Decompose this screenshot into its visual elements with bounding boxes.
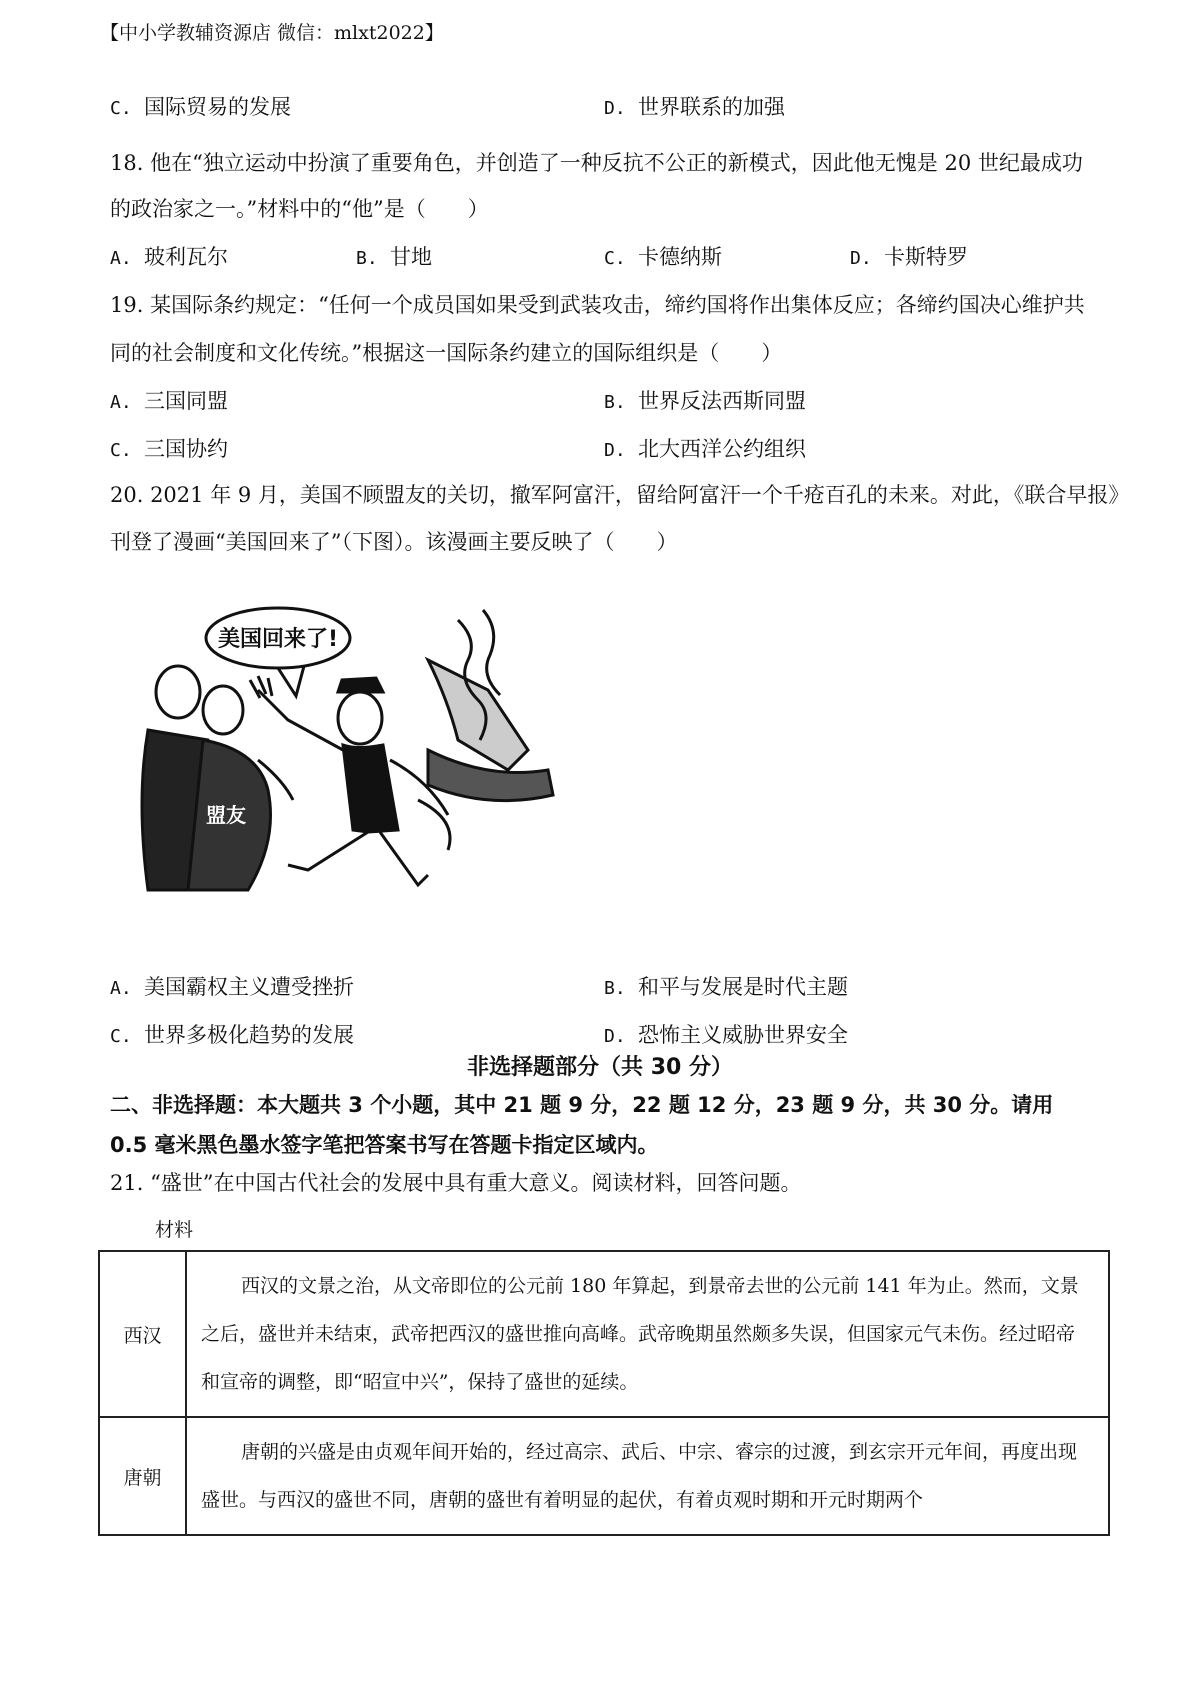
- q20-stem-line1: 20. 2021 年 9 月，美国不顾盟友的关切，撤军阿富汗，留给阿富汗一个千疮百孔的未来。对此，《联合早报》: [110, 483, 1130, 507]
- q18-option-c: [604, 242, 722, 274]
- option-text: 卡德纳斯: [638, 245, 722, 269]
- q18-stem-line1: 18. 他在“独立运动中扮演了重要角色，并创造了一种反抗不公正的新模式，因此他无愧是 20 世纪最成功: [110, 151, 1083, 175]
- section-instructions-line1: 二、非选择题：本大题共 3 个小题，其中 21 题 9 分，22 题 12 分，23 题 9 分，共 30 分。请用: [110, 1093, 1054, 1117]
- era-cell: 唐朝: [99, 1417, 186, 1535]
- option-letter: D.: [850, 248, 872, 269]
- q17-option-c: [110, 92, 291, 124]
- material-table: [98, 1250, 1110, 1536]
- option-text: 三国协约: [144, 437, 228, 461]
- option-text: 和平与发展是时代主题: [638, 975, 848, 999]
- option-text: 三国同盟: [144, 389, 228, 413]
- q17-option-d: [604, 92, 785, 124]
- material-label: 材料: [155, 1219, 194, 1241]
- era-cell: 西汉: [99, 1251, 186, 1417]
- option-text: 卡斯特罗: [884, 245, 968, 269]
- option-letter: B.: [356, 248, 378, 269]
- q20-option-d: [604, 1020, 848, 1052]
- material-text: 唐朝的兴盛是由贞观年间开始的，经过高宗、武后、中宗、睿宗的过渡，到玄宗开元年间，再度出现盛世。与西汉的盛世不同，唐朝的盛世有着明显的起伏，有着贞观时期和开元时期两个: [201, 1441, 1078, 1511]
- material-text-cell: [186, 1251, 1109, 1417]
- option-text: 玻利瓦尔: [144, 245, 228, 269]
- q20-option-b: [604, 972, 848, 1004]
- q20-option-a: [110, 972, 354, 1004]
- option-letter: C.: [604, 248, 626, 269]
- q19-option-b: [604, 386, 806, 418]
- option-text: 国际贸易的发展: [144, 95, 291, 119]
- q19-stem-line1: 19. 某国际条约规定：“任何一个成员国如果受到武装攻击，缔约国将作出集体反应；各缔约国决心维护共: [110, 293, 1085, 317]
- q18-option-d: [850, 242, 968, 274]
- option-letter: B.: [604, 978, 626, 999]
- q19-option-c: [110, 434, 228, 466]
- q20-option-c: [110, 1020, 354, 1052]
- option-letter: A.: [110, 248, 132, 269]
- option-letter: C.: [110, 440, 132, 461]
- option-text: 世界多极化趋势的发展: [144, 1023, 354, 1047]
- q18-stem-line2: 的政治家之一。”材料中的“他”是（ ）: [110, 197, 489, 221]
- option-text: 美国霸权主义遭受挫折: [144, 975, 354, 999]
- option-letter: D.: [604, 440, 626, 461]
- q19-option-a: [110, 386, 228, 418]
- option-letter: D.: [604, 98, 626, 119]
- option-text: 世界反法西斯同盟: [638, 389, 806, 413]
- option-letter: C.: [110, 1026, 132, 1047]
- q18-option-b: [356, 242, 432, 274]
- option-text: 世界联系的加强: [638, 95, 785, 119]
- option-text: 恐怖主义威胁世界安全: [638, 1023, 848, 1047]
- option-letter: A.: [110, 392, 132, 413]
- option-text: 北大西洋公约组织: [638, 437, 806, 461]
- table-row: [99, 1251, 1109, 1417]
- option-letter: D.: [604, 1026, 626, 1047]
- speech-bubble-text: 美国回来了!: [217, 627, 339, 652]
- option-text: 甘地: [390, 245, 432, 269]
- page-header: 【中小学教辅资源店 微信：mlxt2022】: [100, 22, 444, 44]
- q21-stem: 21. “盛世”在中国古代社会的发展中具有重大意义。阅读材料，回答问题。: [110, 1171, 802, 1195]
- material-text: 西汉的文景之治，从文帝即位的公元前 180 年算起，到景帝去世的公元前 141 年为止。然而，文景之后，盛世并未结束，武帝把西汉的盛世推向高峰。武帝晚期虽然颇多失误，但国家元气未伤。经过昭帝和宣帝的调整，即“昭宣中兴”，保持了盛世的延续。: [201, 1275, 1079, 1393]
- section-instructions-line2: 0.5 毫米黑色墨水签字笔把答案书写在答题卡指定区域内。: [110, 1133, 659, 1157]
- ally-label: 盟友: [206, 803, 246, 827]
- cartoon-image: [128, 600, 558, 910]
- option-letter: C.: [110, 98, 132, 119]
- option-letter: B.: [604, 392, 626, 413]
- q18-option-a: [110, 242, 228, 274]
- section-title: 非选择题部分（共 30 分）: [467, 1055, 733, 1080]
- q19-option-d: [604, 434, 806, 466]
- material-text-cell: [186, 1417, 1109, 1535]
- q20-stem-line2: 刊登了漫画“美国回来了”（下图）。该漫画主要反映了（ ）: [110, 530, 678, 554]
- option-letter: A.: [110, 978, 132, 999]
- q19-stem-line2: 同的社会制度和文化传统。”根据这一国际条约建立的国际组织是（ ）: [110, 341, 783, 365]
- table-row: [99, 1417, 1109, 1535]
